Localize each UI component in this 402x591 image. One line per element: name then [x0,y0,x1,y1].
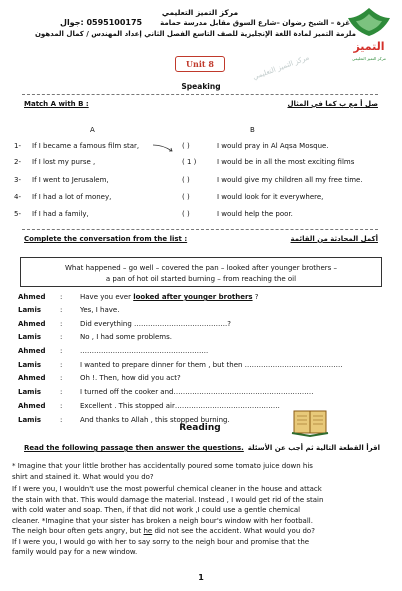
passage-line: family would pay for a new window. [12,548,138,556]
unit-badge: Unit 8 [175,56,225,72]
passage-line: cleaner. *Imagine that your sister has broken a neigh bour's window with her football. [12,516,313,525]
line-text[interactable]: I turned off the cooker and…………………………………………………… [80,388,314,396]
line-text[interactable]: ………………………………………………. [80,347,209,355]
row-number: 2- [14,158,21,166]
speaker: Lamis [18,388,42,396]
clause-b: I would be in all the most exciting films [217,158,355,166]
clause-b: I would give my children all my free time. [217,176,363,184]
conversation-line: Lamis : And thanks to Allah , this stopped burning. [18,416,230,424]
line-text[interactable]: Excellent . This stopped air……………………………………… [80,402,280,410]
passage-line: shirt and stained it. What would you do? [12,472,154,481]
speaker: Ahmed [18,347,46,355]
line-text[interactable]: I wanted to prepare dinner for them , but then …………………………………… [80,361,343,369]
logo-subtitle: مركز التميز التعليمي [352,56,386,61]
example-arrow-icon [152,143,174,153]
match-row [14,176,394,188]
passage-line: the stain with that. This would damage the material. Instead , I would get rid of the stain [12,495,324,504]
passage-text: did not see the accident. What would you do? [152,527,315,535]
match-title-ar: صل أ مع ب كما في المثال [287,100,378,108]
passage-paragraph [12,484,390,558]
column-b-label: B [250,126,255,134]
clause-b: I would help the poor. [217,210,293,218]
clause-a: If I lost my purse , [32,158,96,166]
match-row [14,158,394,170]
passage-text: The neigh bour often gets angry, but [12,527,144,535]
column-a-label: A [90,126,95,134]
passage-instruction-ar: اقرأ القطعة التالية ثم أجب عن الأسئلة [247,444,380,452]
divider [22,94,378,95]
row-number: 3- [14,176,21,184]
open-book-icon [290,405,330,439]
center-address: غزة – الشيخ رضوان –شارع السوق مقابل مدرسة حمامة [160,19,350,27]
answer-text: looked after younger brothers [133,293,253,301]
conversation-line: Ahmed : ………………………………………………. [18,347,209,355]
center-name: مركز التميز التعليمي [161,8,239,17]
word-list-box [20,257,382,287]
line-text: Oh !. Then, how did you act? [80,374,181,382]
speaker: Lamis [18,361,42,369]
speaker: Ahmed [18,374,46,382]
conversation-line: Ahmed : Excellent . This stopped air……………………………………… [18,402,280,410]
clause-a: If I became a famous film star, [32,142,140,150]
conversation-line: Lamis : No , I had some problems. [18,333,172,341]
passage-line: If I were you, I would go with her to say sorry to the neigh bour and promise that the [12,537,310,546]
divider [22,229,378,230]
speaker: Lamis [18,416,42,424]
match-row [14,210,394,222]
line-text: No , I had some problems. [80,333,172,341]
clause-b: I would pray in Al Aqsa Mosque. [217,142,329,150]
row-number: 1- [14,142,21,150]
line-text: Yes, I have. [80,306,120,314]
conversation-line: Lamis : Yes, I have. [18,306,120,314]
match-title: Match A with B : [24,100,89,108]
clause-a: If I had a family, [32,210,89,218]
page-number: 1 [198,573,204,582]
line-text: And thanks to Allah , this stopped burning. [80,416,230,424]
clause-a: If I had a lot of money, [32,193,112,201]
booklet-title [24,30,356,38]
speaker: Ahmed [18,320,46,328]
match-row [14,193,394,205]
match-row [14,142,394,154]
word-list-line: What happened – go well – covered the pan – looked after younger brothers – [64,264,338,272]
conversation-line: Ahmed : Have you ever looked after younger brothers ? [18,293,259,301]
line-text-end: ? [252,293,259,301]
section-speaking-title: Speaking [181,82,221,91]
conversation-line: Ahmed : Did everything ………………………………….? [18,320,231,328]
passage-line: with cold water and soap. Then, if that did not work ,I could use a gentle chemical [12,506,301,514]
page-header [0,0,402,52]
conversation-title-ar: أكمل المحادثة من القائمة [290,235,378,243]
answer-blank[interactable]: ( ) [182,142,190,150]
conversation-line: Lamis : I wanted to prepare dinner for them , but then …………………………………… [18,361,343,369]
phone-number: 0595100175 :جوال [60,18,143,27]
watermark: مركز التميز التعليمي [251,53,311,82]
speaker: Ahmed [18,402,46,410]
booklet-title-text: ملزمة التميز لمادة اللغة الإنجليزية للصف التاسع الفصل الثاني إعداد المهندس / كمال المدهون [34,30,356,38]
answer-blank[interactable]: ( 1 ) [182,158,197,166]
clause-b: I would look for it everywhere, [217,193,324,201]
answer-blank[interactable]: ( ) [182,193,190,201]
clause-a: If I went to Jerusalem, [32,176,109,184]
answer-blank[interactable]: ( ) [182,176,190,184]
passage-line [12,526,390,537]
word-list-line: a pan of hot oil started burning – from reaching the oil [105,275,297,283]
passage-paragraph [12,461,390,482]
answer-blank[interactable]: ( ) [182,210,190,218]
passage-line: If I were you, I wouldn't use the most powerful chemical cleaner in the house and attack [12,485,322,493]
passage-instruction [24,444,380,452]
row-number: 4- [14,193,21,201]
line-text: Have you ever [80,293,134,301]
speaker: Lamis [18,333,42,341]
logo-wordmark: التميز [353,40,385,53]
passage-line: * Imagine that your little brother has accidentally poured some tomato juice down his [12,462,313,470]
underlined-word: he [143,527,153,535]
conversation-line: Lamis : I turned off the cooker and…………………………………………………… [18,388,314,396]
center-logo [346,6,392,84]
conversation-title: Complete the conversation from the list : [24,235,188,243]
line-text[interactable]: Did everything ………………………………….? [80,320,231,328]
conversation-line: Ahmed : Oh !. Then, how did you act? [18,374,181,382]
passage-instruction-en: Read the following passage then answer the questions. [24,444,244,452]
section-reading-title: Reading [179,423,221,433]
speaker: Ahmed [18,293,46,301]
row-number: 5- [14,210,21,218]
speaker: Lamis [18,306,42,314]
